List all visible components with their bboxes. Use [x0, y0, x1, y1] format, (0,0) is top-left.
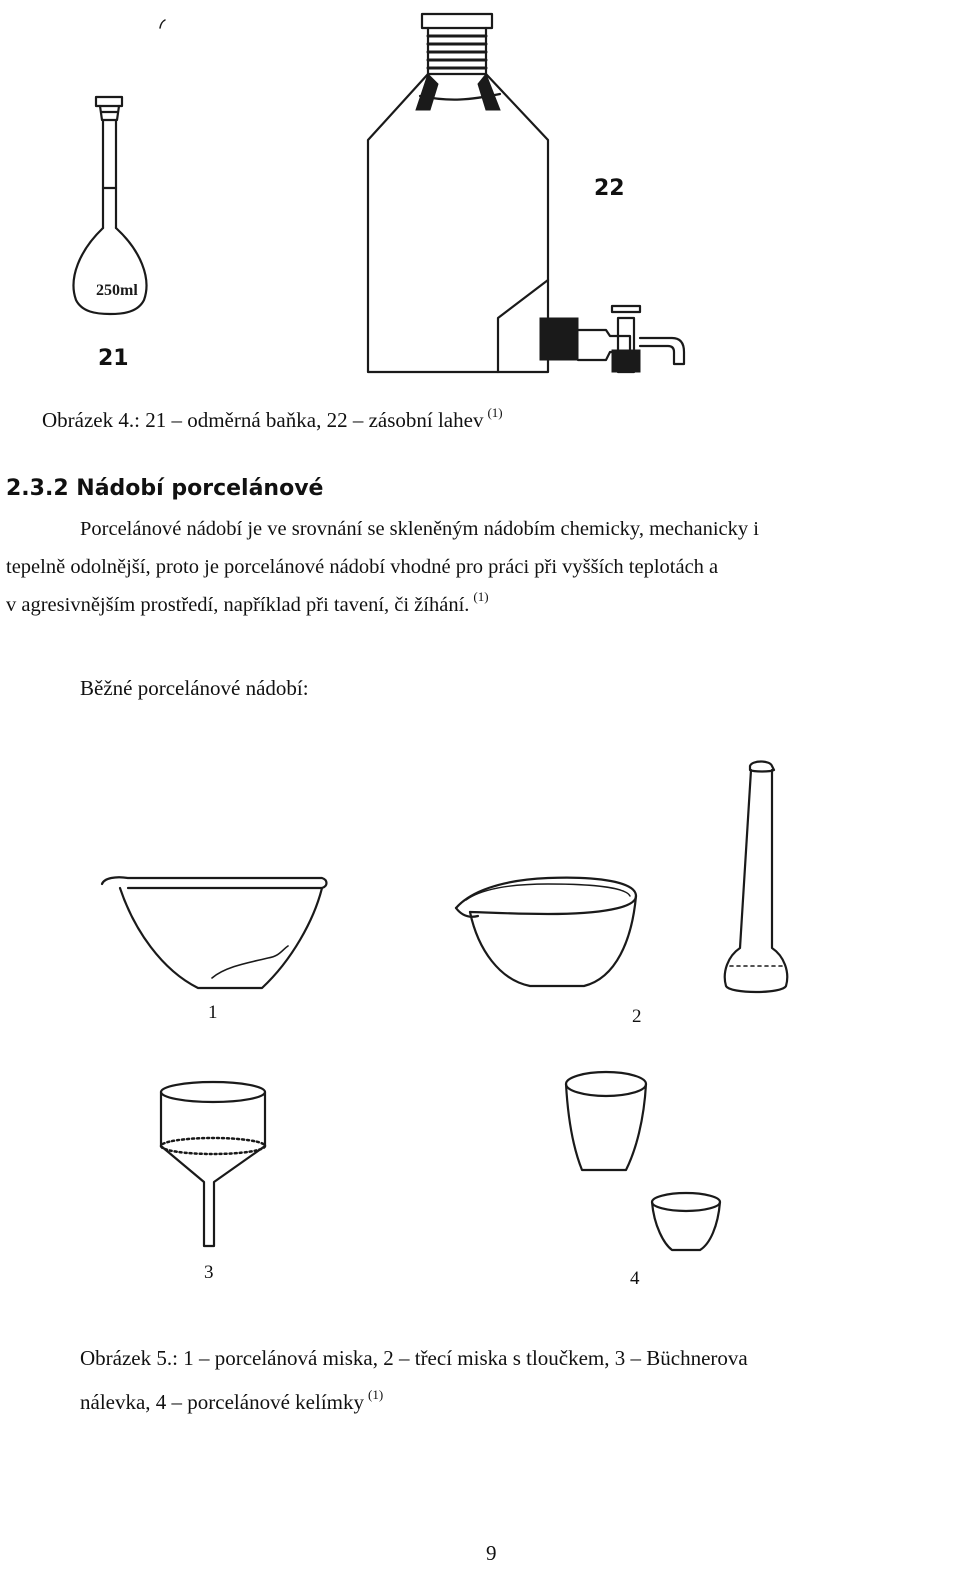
figure-label-4: 4: [630, 1268, 640, 1289]
figure-label-1: 1: [208, 1002, 218, 1023]
figure-4-caption-text: Obrázek 4.: 21 – odměrná baňka, 22 – zásobní lahev: [42, 408, 484, 432]
paragraph-line: tepelně odolnější, proto je porcelánové nádobí vhodné pro práci při vyšších teplotách a: [6, 556, 719, 578]
flask-volume-label: 250ml: [96, 282, 138, 299]
figure-label-2: 2: [632, 1006, 642, 1027]
figure-4-caption: [42, 405, 503, 433]
figure-5-caption-ref: (1): [367, 1387, 384, 1402]
figure-5: [0, 740, 960, 1300]
porcelain-ware-illustration: [0, 740, 960, 1300]
figure-label-3: 3: [204, 1262, 214, 1283]
figure-4: [0, 0, 960, 390]
page-number: 9: [486, 1541, 497, 1565]
figure-5-caption: [80, 1336, 748, 1427]
figure-label-22: 22: [594, 176, 625, 201]
figure-5-caption-line-with-ref: [80, 1380, 748, 1427]
figure-label-21: 21: [98, 346, 129, 371]
paragraph-ref: (1): [473, 589, 489, 604]
figure-5-caption-line: nálevka, 4 – porcelánové kelímky: [80, 1390, 364, 1414]
figure-4-caption-ref: (1): [487, 405, 503, 420]
figure-5-caption-line: Obrázek 5.: 1 – porcelánová miska, 2 – třecí miska s tloučkem, 3 – Büchnerova: [80, 1346, 748, 1370]
paragraph-line: Porcelánové nádobí je ve srovnání se skleněným nádobím chemicky, mechanicky i: [80, 518, 759, 540]
section-paragraph: [6, 510, 956, 626]
section-heading: 2.3.2 Nádobí porcelánové: [6, 476, 324, 501]
paragraph-line: v agresivnějším prostředí, například při tavení, či žíhání.: [6, 594, 470, 616]
list-intro: Běžné porcelánové nádobí:: [80, 676, 309, 700]
volumetric-flask-illustration: [0, 0, 960, 390]
paragraph-line-with-ref: [6, 586, 956, 626]
